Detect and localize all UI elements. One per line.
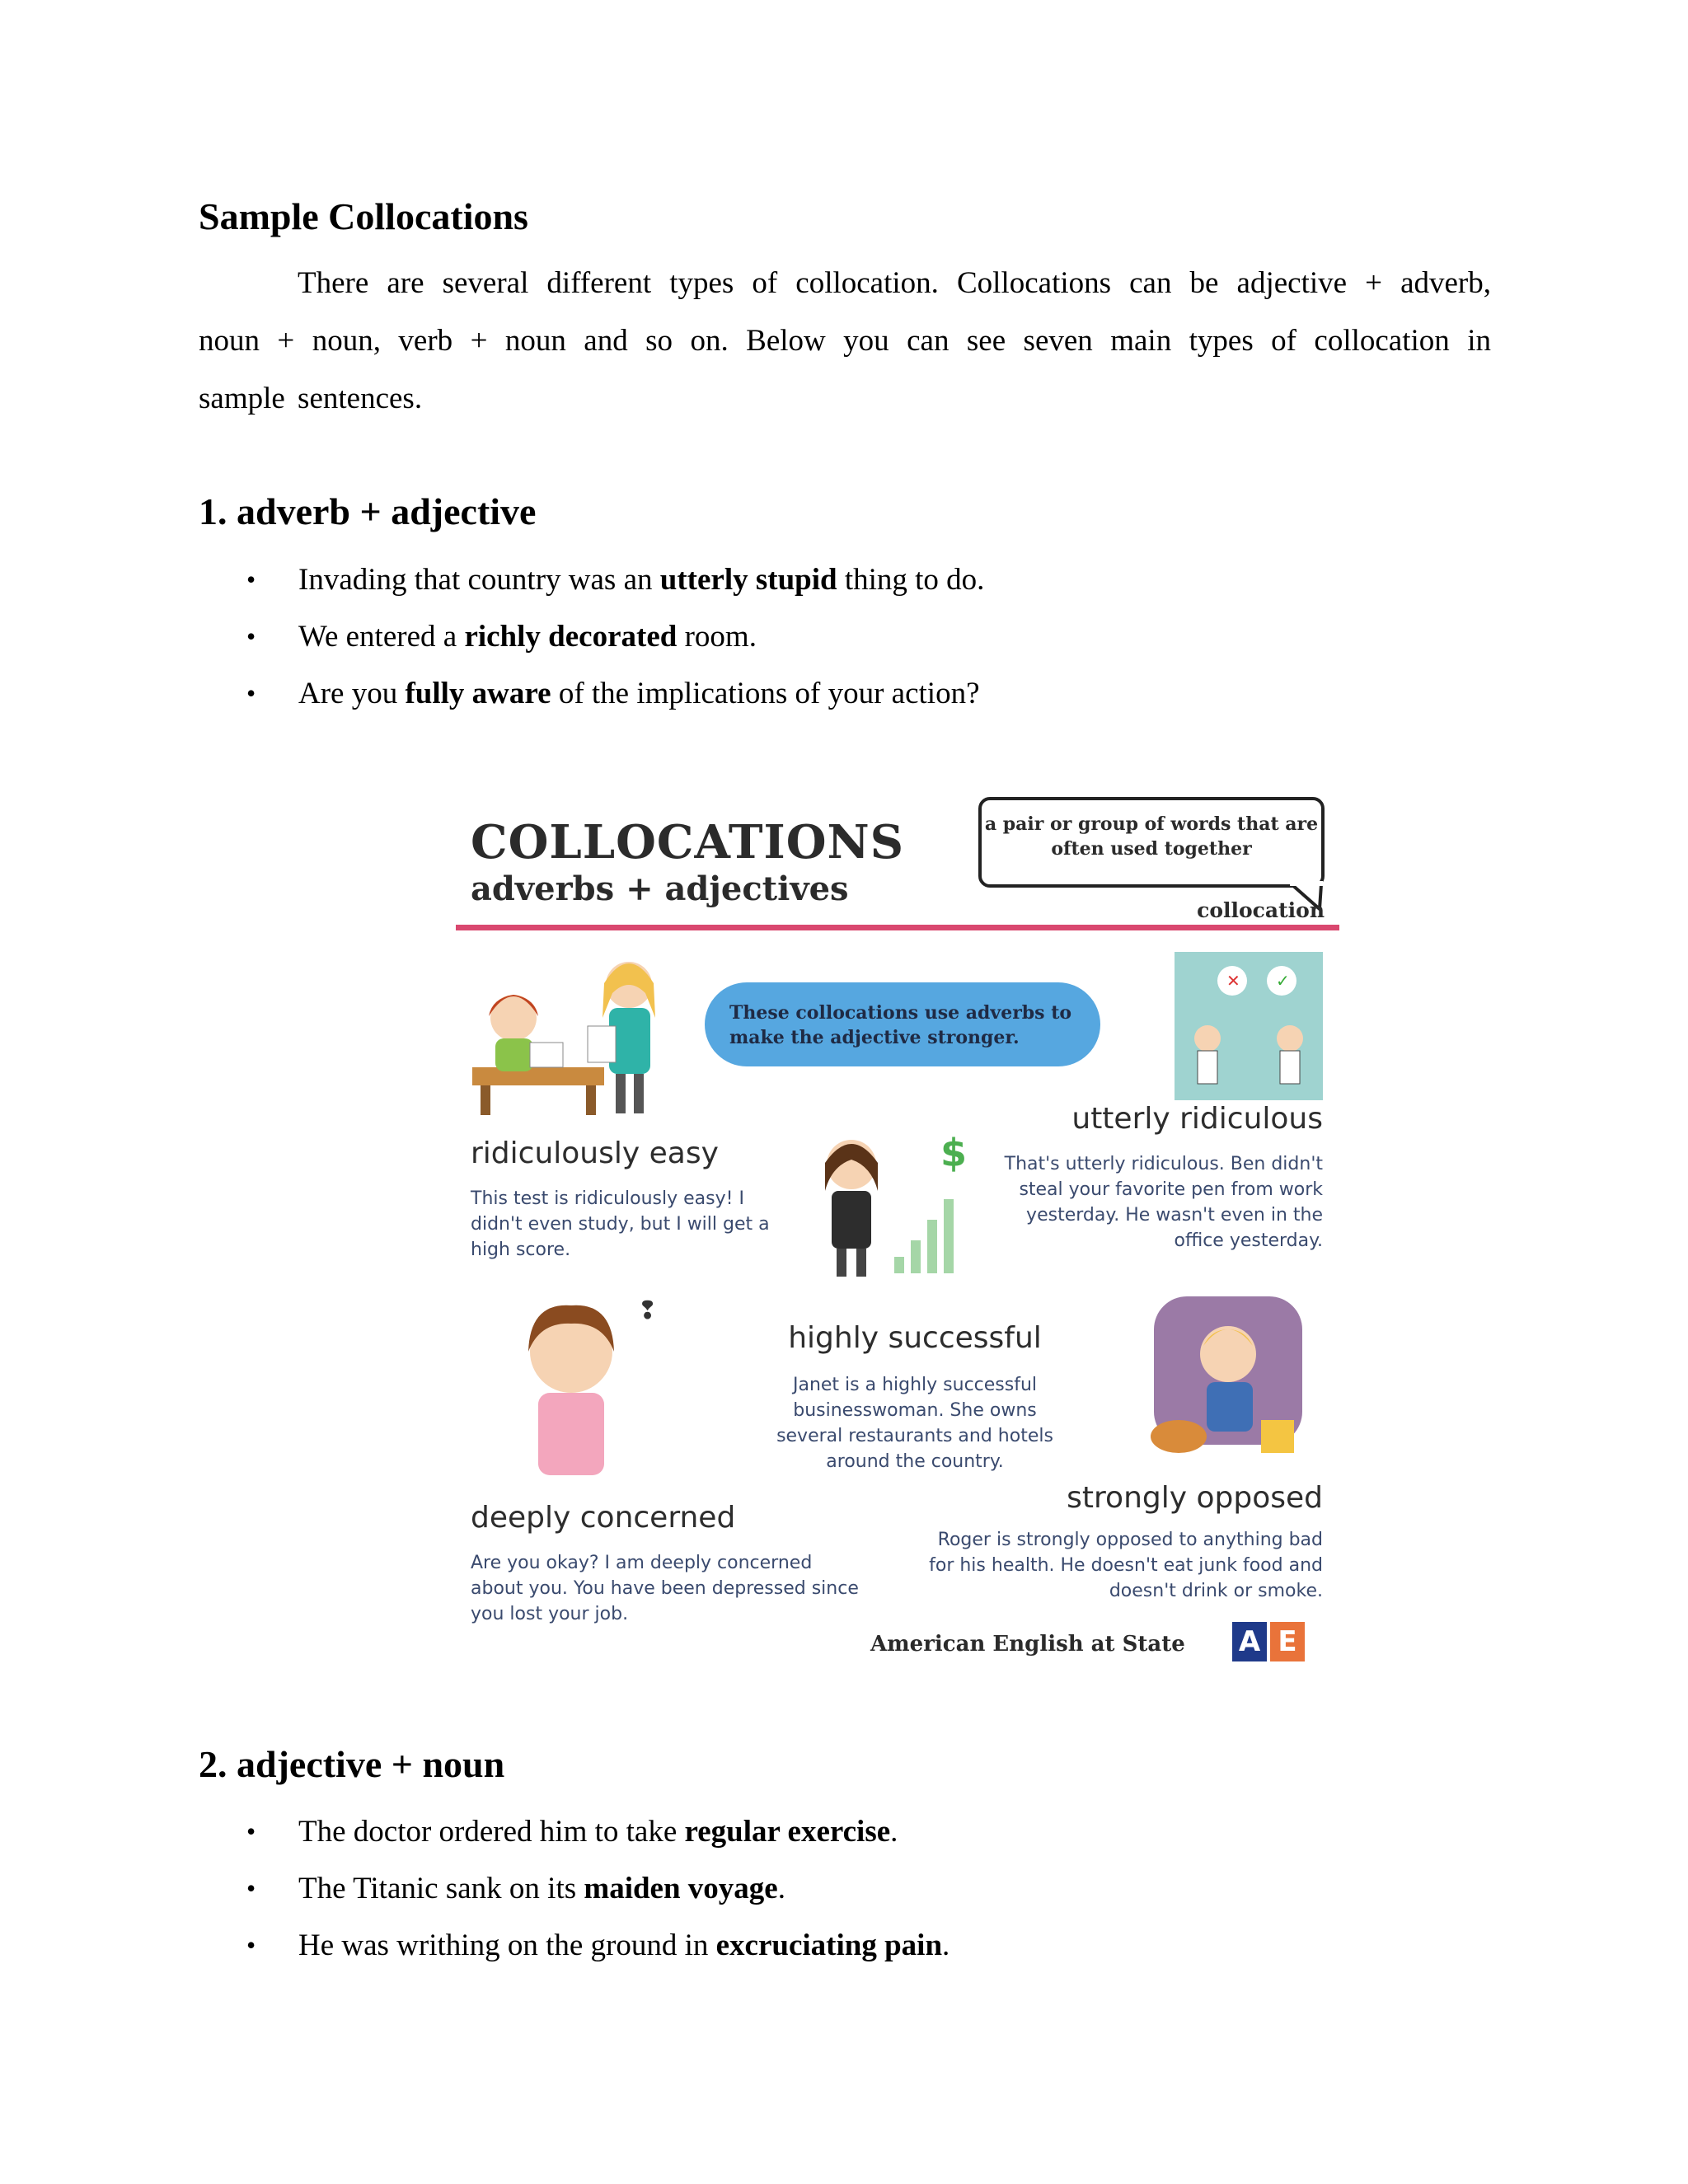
- list-item: • Are you fully aware of the implications of your action?: [199, 665, 984, 722]
- example-text-deeply-concerned: Are you okay? I am deeply concerned about you. You have been depressed since you lost your job.: [471, 1553, 859, 1624]
- example-head-ridiculously-easy: ridiculously easy: [471, 1137, 719, 1170]
- collocations-infographic: [449, 779, 1339, 1677]
- example-head-highly-successful: highly successful: [788, 1321, 1042, 1355]
- intro-paragraph: [199, 255, 1491, 428]
- logo-a: A: [1232, 1622, 1267, 1661]
- example-head-strongly-opposed: strongly opposed: [1067, 1481, 1323, 1515]
- infographic-footer: American English at State: [870, 1632, 1185, 1657]
- section-2-list: [199, 1803, 950, 1974]
- example-text-highly-successful: Janet is a highly successful businesswoman. She owns several restaurants and hotels around the country.: [776, 1375, 1053, 1472]
- section-2-title: 2. adjective + noun: [199, 1743, 505, 1785]
- list-item: • The doctor ordered him to take regular exercise.: [199, 1803, 950, 1860]
- infographic-title: COLLOCATIONS: [471, 815, 905, 869]
- example-head-utterly-ridiculous: utterly ridiculous: [1071, 1102, 1323, 1136]
- businesswoman-illustration: [795, 1133, 968, 1277]
- concerned-girl-illustration: [505, 1294, 670, 1475]
- example-head-deeply-concerned: deeply concerned: [471, 1501, 736, 1535]
- students-illustration: [464, 944, 687, 1117]
- example-text-ridiculously-easy: This test is ridiculously easy! I didn't even study, but I will get a high score.: [471, 1188, 770, 1260]
- definition-label: collocation: [1197, 898, 1325, 922]
- boys-illustration: [1175, 952, 1323, 1100]
- title-divider: [456, 925, 1339, 930]
- note-pill: These collocations use adverbs to make the adjective stronger.: [705, 982, 1100, 1066]
- example-text-utterly-ridiculous: That's utterly ridiculous. Ben didn't steal your favorite pen from work yesterday. He wasn't even in the office yesterday.: [1004, 1154, 1323, 1251]
- junk-food-illustration: [1137, 1296, 1302, 1461]
- section-1-list: [199, 551, 984, 722]
- example-text-strongly-opposed: Roger is strongly opposed to anything bad for his health. He doesn't eat junk food and doesn't drink or smoke.: [929, 1530, 1323, 1601]
- list-item: • Invading that country was an utterly stupid thing to do.: [199, 551, 984, 608]
- svg-text:❢: ❢: [637, 1296, 659, 1325]
- section-1-title: 1. adverb + adjective: [199, 490, 537, 532]
- svg-text:✕: ✕: [1226, 971, 1240, 991]
- page-title: Sample Collocations: [199, 195, 528, 237]
- definition-bubble: a pair or group of words that are often used together: [978, 797, 1325, 888]
- list-item: • He was writhing on the ground in excruciating pain.: [199, 1917, 950, 1974]
- list-item: • We entered a richly decorated room.: [199, 608, 984, 665]
- list-item: • The Titanic sank on its maiden voyage.: [199, 1860, 950, 1917]
- svg-text:$: $: [940, 1133, 968, 1175]
- infographic-subtitle: adverbs + adjectives: [471, 869, 849, 908]
- logo-e: E: [1270, 1622, 1305, 1661]
- svg-text:✓: ✓: [1276, 971, 1290, 991]
- intro-text: There are several different types of collocation. Collocations can be adjective + adverb, noun + noun, verb + noun and so on. Below you can see seven main types of collocation in sample sentences.: [199, 266, 1491, 415]
